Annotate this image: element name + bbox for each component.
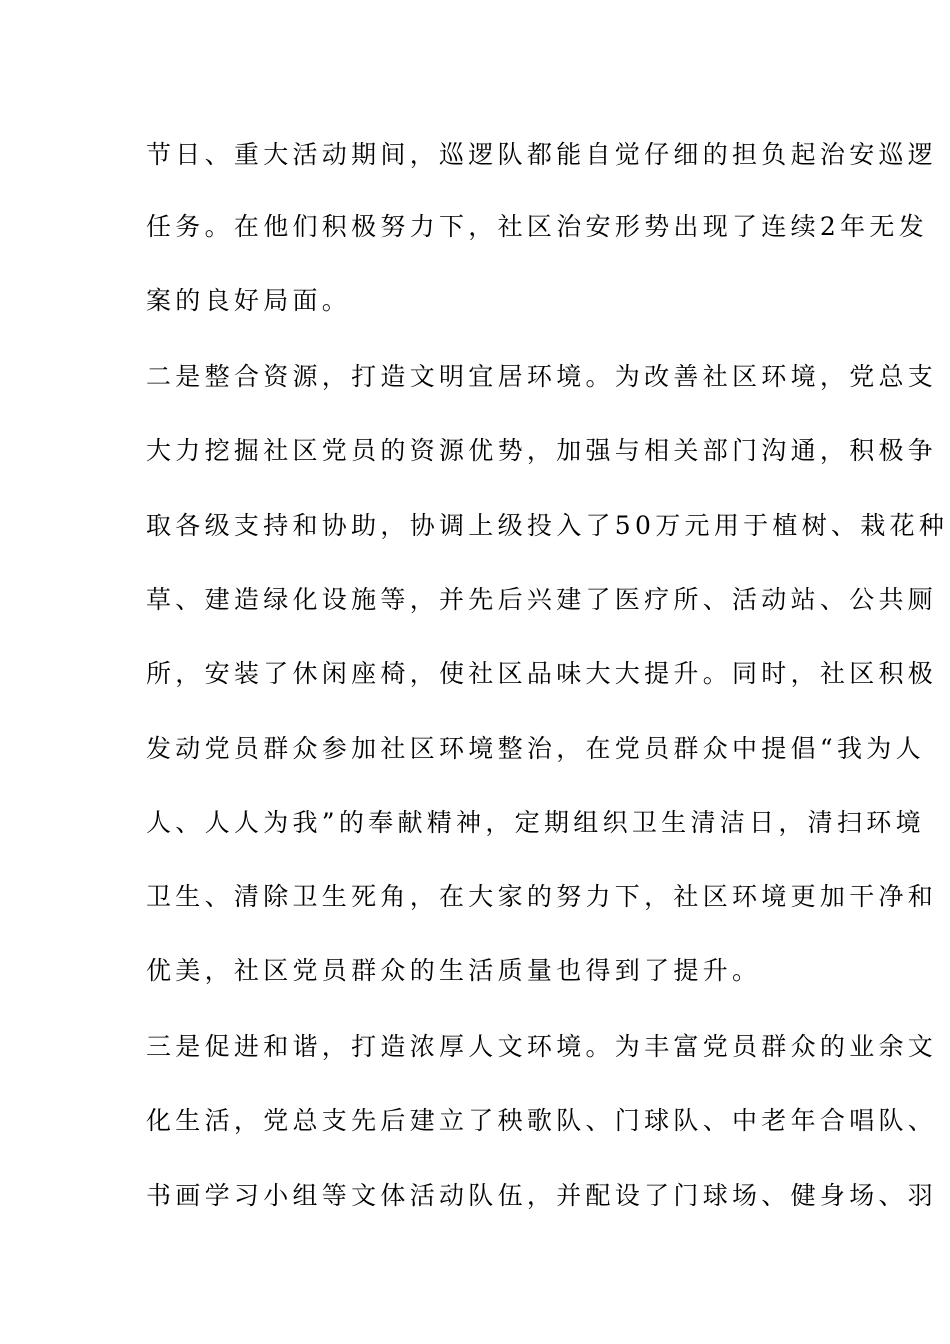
text-line: 取各级支持和协助，协调上级投入了50万元用于植树、栽花种 — [146, 511, 949, 540]
text-line: 卫生、清除卫生死角，在大家的努力下，社区环境更加干净和 — [146, 882, 938, 911]
text-line: 发动党员群众参加社区环境整治，在党员群众中提倡“我为人 — [146, 734, 925, 763]
text-line: 大力挖掘社区党员的资源优势，加强与相关部门沟通，积极争 — [146, 436, 938, 465]
text-line: 节日、重大活动期间，巡逻队都能自觉仔细的担负起治安巡逻 — [146, 140, 938, 169]
text-line: 三是促进和谐，打造浓厚人文环境。为丰富党员群众的业余文 — [146, 1032, 938, 1061]
text-line: 草、建造绿化设施等，并先后兴建了医疗所、活动站、公共厕 — [146, 585, 938, 614]
text-line: 化生活，党总支先后建立了秧歌队、门球队、中老年合唱队、 — [146, 1106, 938, 1135]
text-line: 优美，社区党员群众的生活质量也得到了提升。 — [146, 956, 762, 985]
text-line: 人、人人为我”的奉献精神，定期组织卫生清洁日，清扫环境 — [146, 808, 925, 837]
text-line: 所，安装了休闲座椅，使社区品味大大提升。同时，社区积极 — [146, 659, 938, 688]
text-line: 案的良好局面。 — [146, 286, 352, 315]
text-line: 任务。在他们积极努力下，社区治安形势出现了连续2年无发 — [146, 212, 929, 241]
text-line: 书画学习小组等文体活动队伍，并配设了门球场、健身场、羽 — [146, 1181, 938, 1210]
text-line: 二是整合资源，打造文明宜居环境。为改善社区环境，党总支 — [146, 362, 938, 391]
